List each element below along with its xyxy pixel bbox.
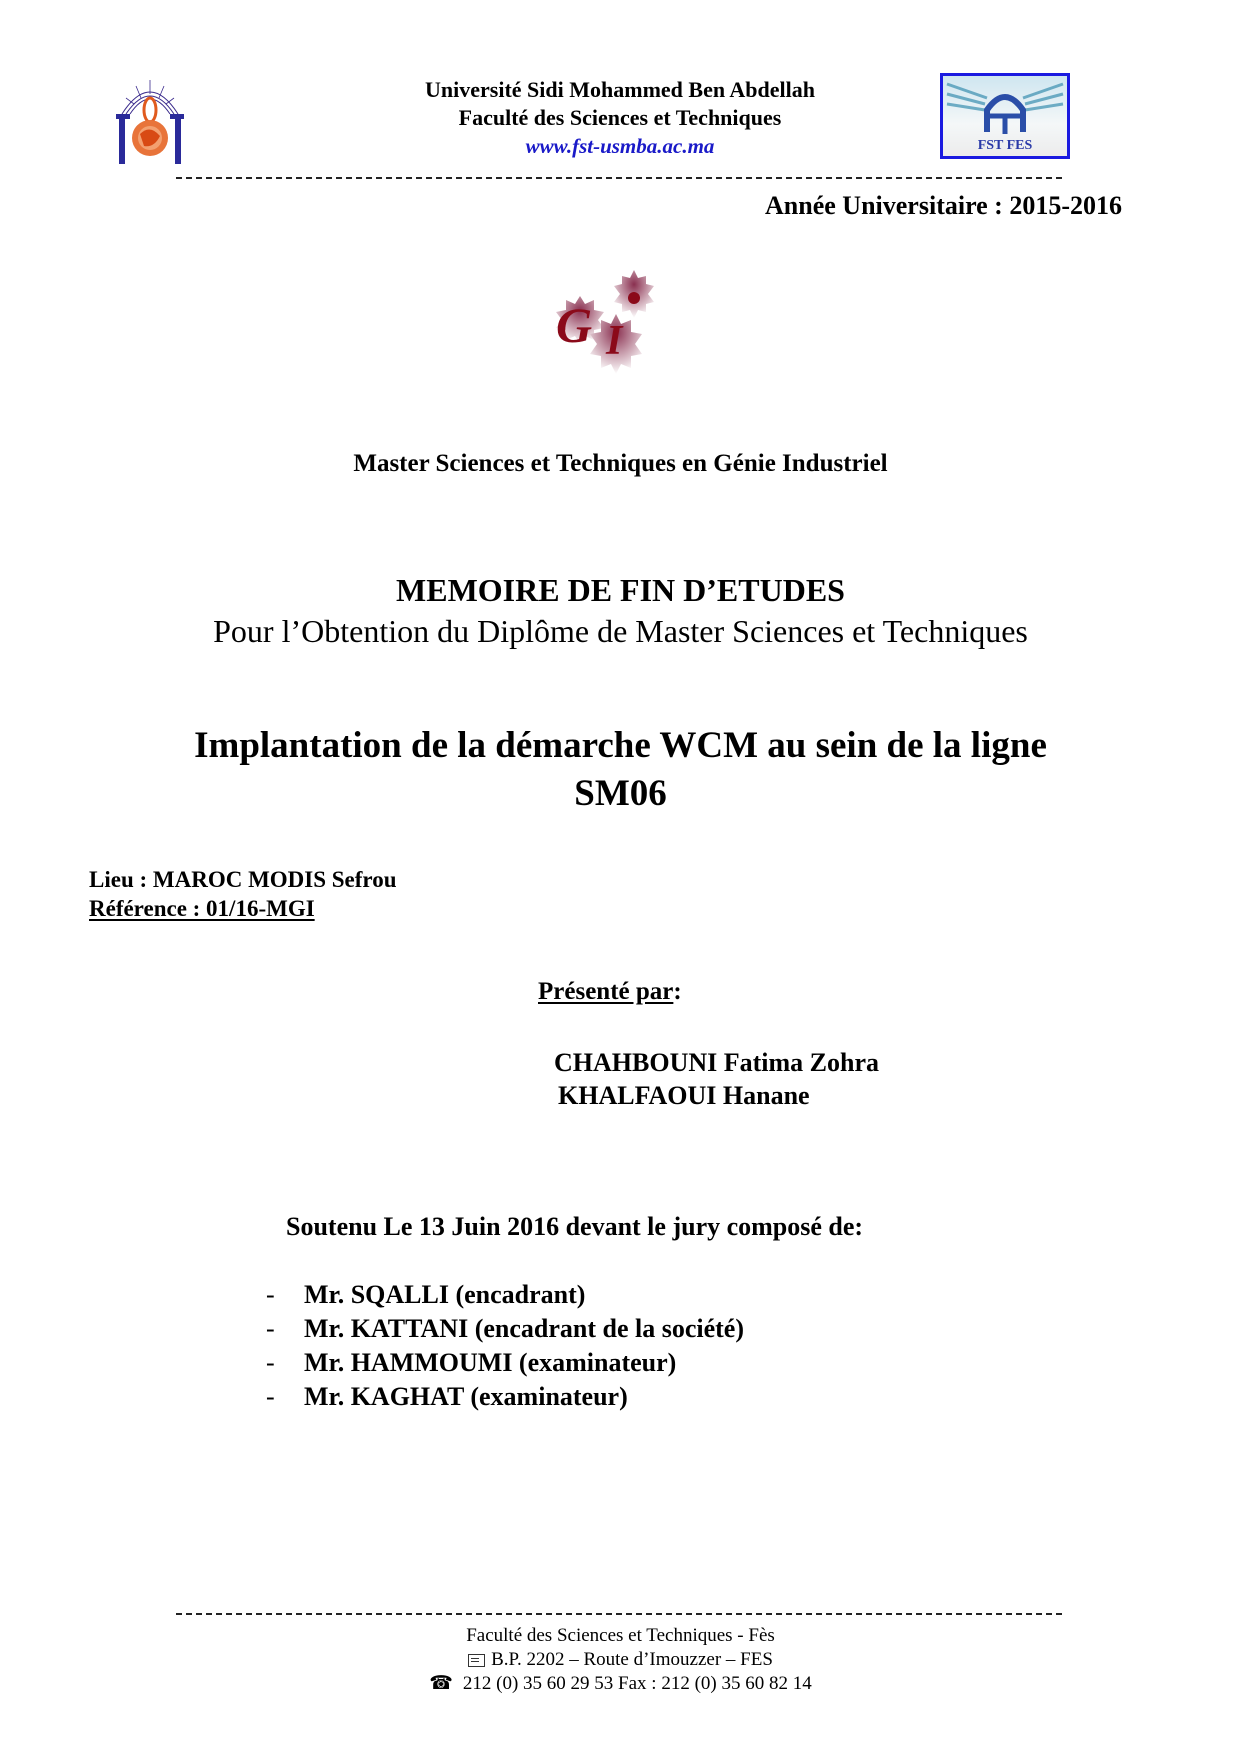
footer-divider: [176, 1613, 1062, 1615]
usmba-logo-icon: [116, 74, 184, 166]
gi-logo-icon: [540, 268, 670, 378]
jury-list: [266, 1278, 744, 1414]
svg-text:G: G: [556, 297, 593, 353]
footer-address: B.P. 2202 – Route d’Imouzzer – FES: [0, 1648, 1241, 1672]
fst-fes-logo-icon: [940, 73, 1070, 159]
footer-phone: ☎ 212 (0) 35 60 29 53 Fax : 212 (0) 35 60 82 14: [429, 1673, 812, 1694]
header-divider: [176, 177, 1062, 179]
reference: Référence : 01/16-MGI: [89, 896, 315, 921]
fst-fes-logo-text: FST FES: [977, 138, 1033, 153]
jury-member: - Mr. HAMMOUMI (examinateur): [266, 1348, 677, 1377]
thesis-title-line2: SM06: [574, 773, 667, 814]
envelope-icon: [468, 1654, 485, 1667]
thesis-title-line1: Implantation de la démarche WCM au sein de la ligne: [194, 725, 1047, 766]
presented-by-colon: :: [673, 978, 682, 1005]
faculty-name: Faculté des Sciences et Techniques: [458, 105, 782, 130]
website-link[interactable]: www.fst-usmba.ac.ma: [525, 134, 715, 158]
master-program: Master Sciences et Techniques en Génie Industriel: [353, 450, 888, 477]
university-name: Université Sidi Mohammed Ben Abdellah: [425, 77, 815, 102]
telephone-icon: ☎: [429, 1673, 453, 1694]
footer-faculty: Faculté des Sciences et Techniques - Fès: [466, 1625, 775, 1646]
presented-by-label: Présenté par: [538, 978, 674, 1005]
location: Lieu : MAROC MODIS Sefrou: [89, 867, 397, 892]
memoire-subtitle: Pour l’Obtention du Diplôme de Master Sciences et Techniques: [213, 613, 1028, 649]
jury-member: - Mr. KAGHAT (examinateur): [266, 1382, 628, 1411]
svg-text:I: I: [606, 318, 623, 364]
jury-member: - Mr. SQALLI (encadrant): [266, 1280, 586, 1309]
author-2: KHALFAOUI Hanane: [558, 1081, 810, 1110]
academic-year: Année Universitaire : 2015-2016: [765, 191, 1122, 220]
memoire-title: MEMOIRE DE FIN D’ETUDES: [396, 572, 845, 608]
jury-member: - Mr. KATTANI (encadrant de la société): [266, 1314, 745, 1343]
author-1: CHAHBOUNI Fatima Zohra: [554, 1048, 879, 1077]
defense-date: Soutenu Le 13 Juin 2016 devant le jury composé de:: [286, 1212, 864, 1241]
